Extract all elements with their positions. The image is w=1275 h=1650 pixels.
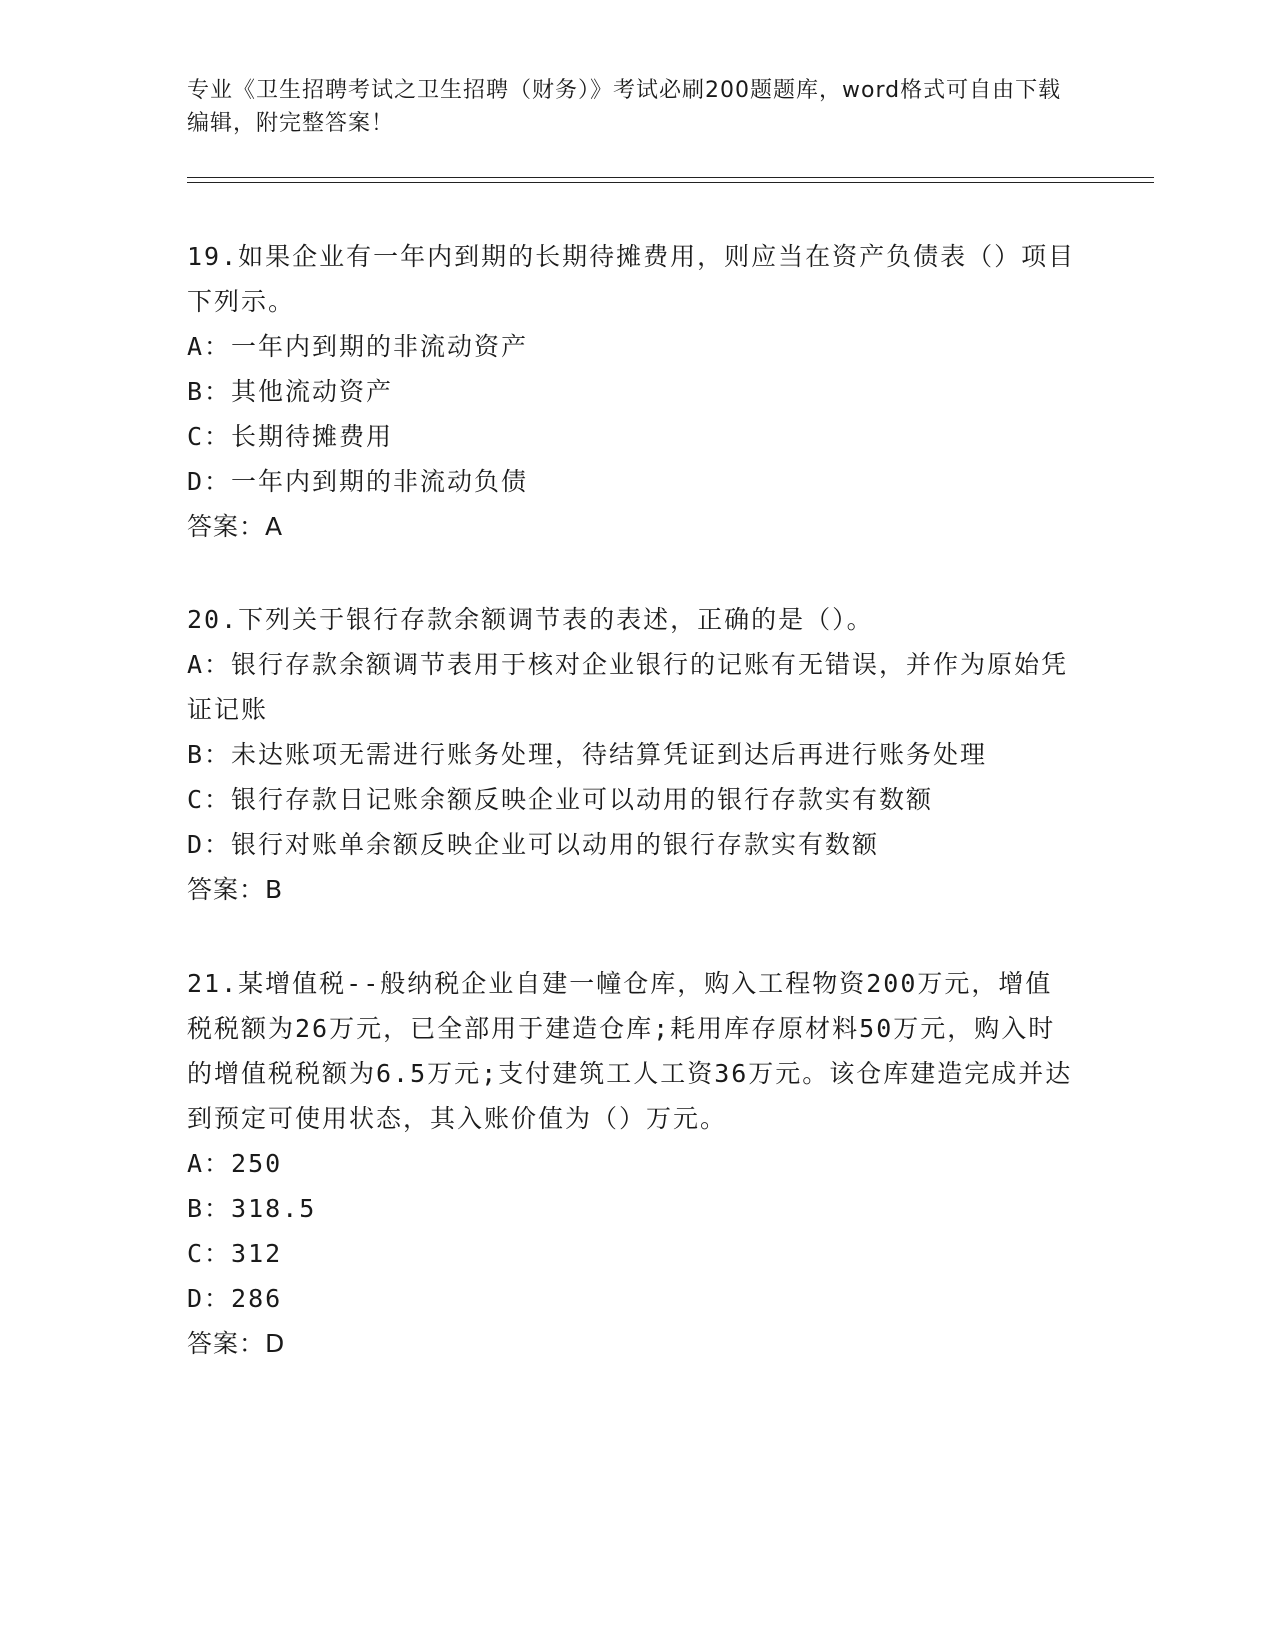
option-d: D：银行对账单余额反映企业可以动用的银行存款实有数额 bbox=[187, 830, 880, 859]
answer-label: 答案：A bbox=[187, 512, 284, 541]
option-d: D：286 bbox=[187, 1284, 283, 1313]
option-c: C：312 bbox=[187, 1239, 283, 1268]
option-a: A：银行存款余额调节表用于核对企业银行的记账有无错误，并作为原始凭证记账 bbox=[187, 650, 1069, 724]
question-stem: 19.如果企业有一年内到期的长期待摊费用，则应当在资产负债表（）项目下列示。 bbox=[187, 242, 1076, 316]
answer-label: 答案：B bbox=[187, 875, 284, 904]
option-c: C：长期待摊费用 bbox=[187, 422, 394, 451]
question-20 bbox=[187, 597, 1077, 913]
option-a: A：一年内到期的非流动资产 bbox=[187, 332, 529, 361]
answer-label: 答案：D bbox=[187, 1329, 286, 1358]
question-stem: 21.某增值税--般纳税企业自建一幢仓库，购入工程物资200万元，增值税税额为26万元，已全部用于建造仓库;耗用库存原材料50万元，购入时的增值税税额为6.5万元;支付建筑工人工资36万元。该仓库建造完成并达到预定可使用状态，其入账价值为（）万元。 bbox=[187, 969, 1073, 1133]
option-c: C：银行存款日记账余额反映企业可以动用的银行存款实有数额 bbox=[187, 785, 934, 814]
option-d: D：一年内到期的非流动负债 bbox=[187, 467, 529, 496]
option-b: B：318.5 bbox=[187, 1194, 317, 1223]
question-19 bbox=[187, 234, 1077, 550]
question-21 bbox=[187, 961, 1077, 1367]
option-a: A：250 bbox=[187, 1149, 283, 1178]
question-stem: 20.下列关于银行存款余额调节表的表述，正确的是（）。 bbox=[187, 605, 874, 634]
header-divider-bottom bbox=[187, 182, 1154, 183]
option-b: B：其他流动资产 bbox=[187, 377, 394, 406]
document-intro: 专业《卫生招聘考试之卫生招聘（财务）》考试必刷200题题库，word格式可自由下载编辑，附完整答案！ bbox=[187, 78, 1062, 136]
header-divider-top bbox=[187, 177, 1154, 178]
option-b: B：未达账项无需进行账务处理，待结算凭证到达后再进行账务处理 bbox=[187, 740, 988, 769]
